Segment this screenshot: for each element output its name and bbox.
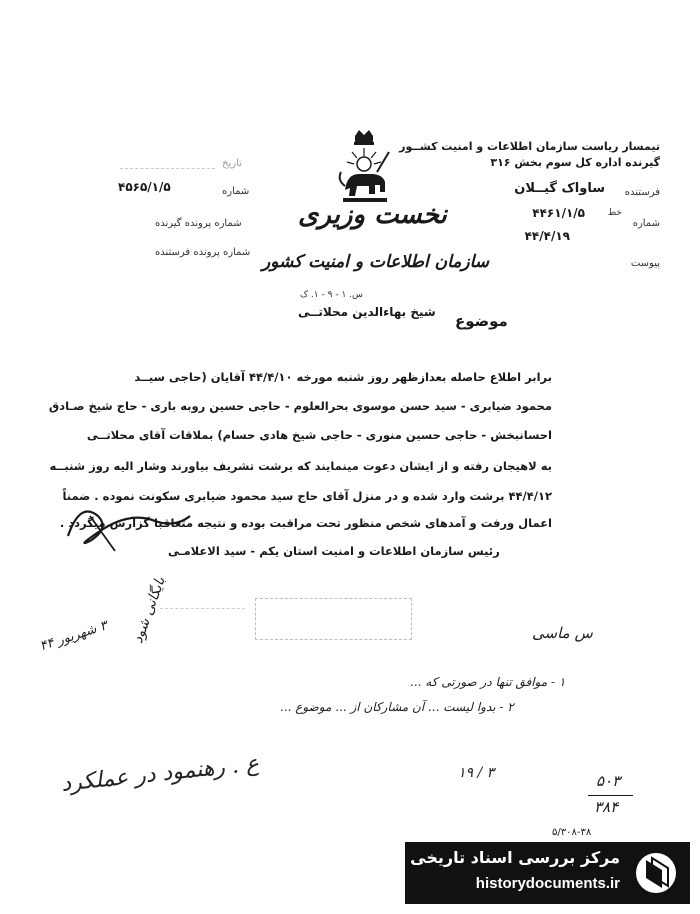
attachment-label: پیوست [630,258,660,269]
small-code: س. ۱ - ۹ - ۱. ک [300,290,363,300]
archive-logo-icon [632,850,680,896]
sender-file-label: شماره پرونده فرستنده [155,247,251,258]
signatory-line: رئیس سازمان اطلاعات و امنیت استان یکم - سید الاعلامـی [168,544,500,558]
ref-divider [588,795,633,796]
receiver-file-label: شماره پرونده گیرنده [155,218,242,229]
body-line-1: برابر اطلاع حاصله بعدازظهر روز شنبه مورخه ۴۴/۴/۱۰ آقایان (حاجی سیــد [134,370,552,384]
urgency-label: خط [607,208,622,218]
archive-title: مرکز بررسی اسناد تاریخی [410,848,620,867]
body-line-2: محمود ضیابری - سید حسن موسوی بحرالعلوم - حاجی حسین روبه باری - حاج شیخ صـادق [48,399,552,413]
faint-stamp-box-2 [160,608,245,629]
page-fraction: ۱۹ / ۳ [458,765,495,781]
body-line-4: به لاهیجان رفته و از ایشان دعوت مینمایند که برشت تشریف بیاورند وشار الیه روز شنبــه [49,459,552,473]
receiver-line: گیرنده اداره کل سوم بخش ۳۱۶ [490,156,660,169]
prime-ministry-title: نخست وزیری [298,200,447,230]
body-line-6: اعمال ورفت و آمدهای شخص منظور تحت مراقبت بوده و نتیجه متعاقبا گزارش میگردد . [59,516,552,530]
number-label: شماره [632,218,660,229]
left-note-archive: بایگانی شود [130,574,169,646]
lion-and-sun-emblem [333,130,395,208]
faint-stamp-box [255,598,412,640]
note-item-2: ۲ - بدوا لیست ... آن مشارکان از ... موضوع ... [280,700,514,714]
body-line-3: احسانبخش - حاجی حسین منوری - حاجی شیخ هادی حسام) بملاقات آقای محلاتــی [86,428,552,442]
subject-label: موضوع [455,312,508,330]
ref-number-top: ۵۰۳ [596,772,621,790]
sender-value: ساواک گیــلان [514,181,605,196]
date-label: تاریخ [222,158,242,169]
addressee-line: تیمسار ریاست سازمان اطلاعات و امنیت کشــور [399,140,660,153]
date-stamp-faint [120,154,215,169]
footer-code: ۵/۳۰۸-۳۸ [552,827,592,838]
ref-number-bottom: ۳۸۴ [594,798,619,816]
signature-scribble [60,496,200,556]
doc-number-label: شماره [222,186,250,197]
organization-title: سازمان اطلاعات و امنیت کشور [262,252,490,272]
sender-label: فرستنده [624,187,660,198]
date-value: ۴۴/۴/۱۹ [524,229,570,243]
number-value: ۴۴۶۱/۱/۵ [532,206,585,220]
note-header: س ماسی [532,624,593,642]
subject-value: شیخ بهاءالدین محلاتــی [298,305,436,319]
archive-logo-banner [405,842,690,904]
body-line-5: ۴۴/۴/۱۲ برشت وارد شده و در منزل آقای حاج سید محمود ضیابری سکونت نموده . ضمناً [62,489,552,503]
doc-number-value: ۴۵۶۵/۱/۵ [118,180,171,194]
note-item-1: ۱ - موافق تنها در صورتی که ... [410,675,566,689]
bottom-handwritten-note: ع . رهنمود در عملکرد [60,751,261,797]
left-note-date: ۳ شهریور ۴۴ [38,618,110,655]
archive-url: historydocuments.ir [475,875,620,892]
